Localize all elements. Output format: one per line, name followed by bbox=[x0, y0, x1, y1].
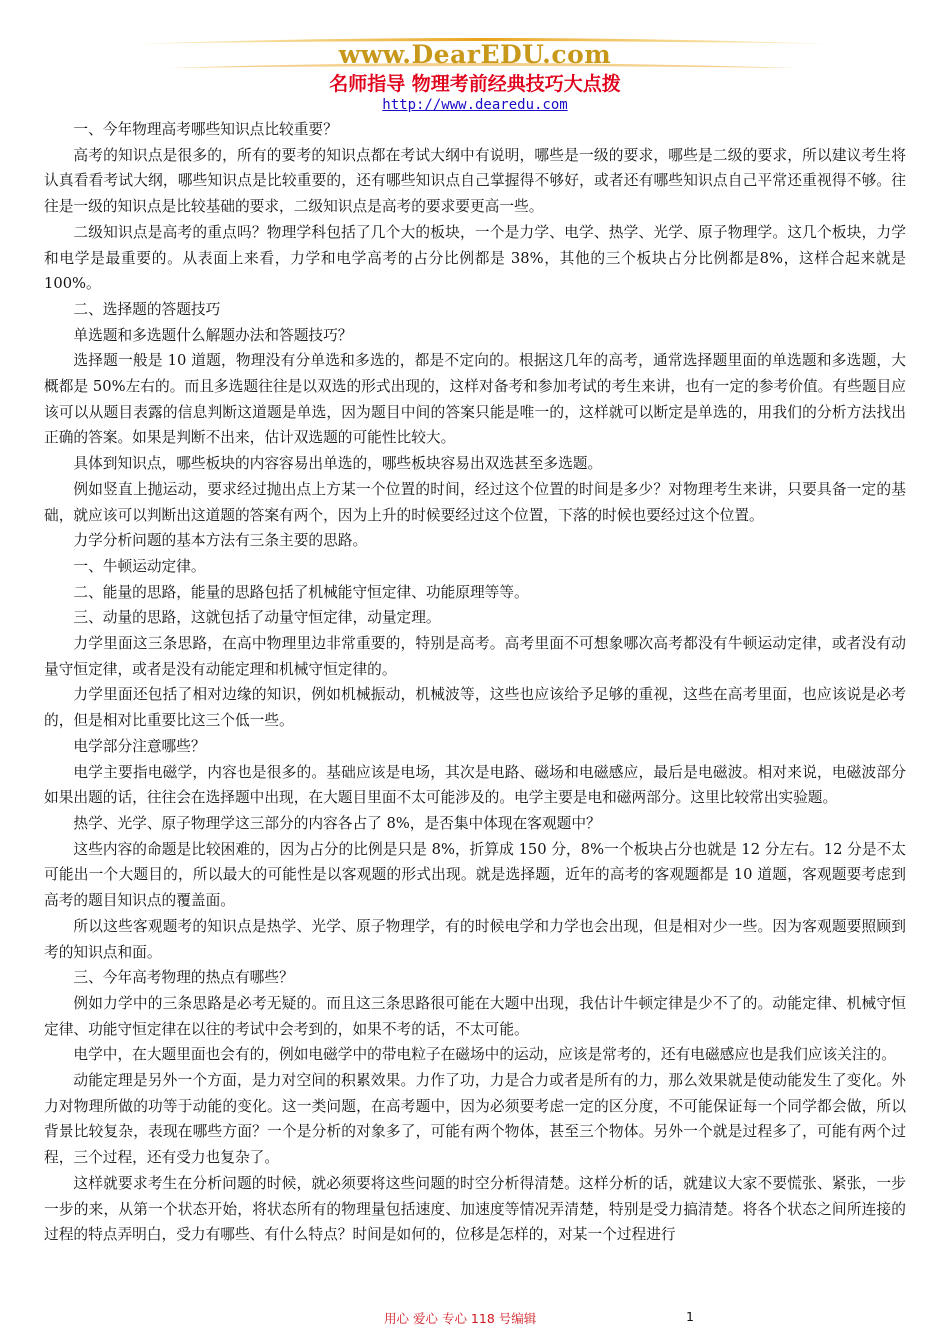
paragraph: 二、选择题的答题技巧 bbox=[73, 300, 221, 318]
site-logo-text: www.DearEDU.com bbox=[338, 40, 612, 69]
paragraph: 高考的知识点是很多的，所有的要考的知识点都在考试大纲中有说明，哪些是一级的要求，哪些是二级的要求，所以建议考生将认真看看考试大纲，哪些知识点是比较重要的，还有哪些知识点自己掌握得不够好，或者还有哪些知识点自己平常还重视得不够。往往是一级的知识点是比较基础的要求，二级知识点是高考的要求要更高一些。 bbox=[44, 146, 906, 216]
paragraph: 例如力学中的三条思路是必考无疑的。而且这三条思路很可能在大题中出现，我估计牛顿定律是少不了的。动能定律、机械守恒定律、功能守恒定律在以往的考试中会考到的，如果不考的话，不太可能。 bbox=[44, 994, 906, 1038]
article-body bbox=[44, 117, 906, 1248]
paragraph: 三、动量的思路，这就包括了动量守恒定律，动量定理。 bbox=[73, 609, 441, 627]
paragraph: 具体到知识点，哪些板块的内容容易出单选的，哪些板块容易出双选甚至多选题。 bbox=[73, 455, 603, 473]
paragraph: 力学分析问题的基本方法有三条主要的思路。 bbox=[73, 532, 368, 550]
paragraph: 一、今年物理高考哪些知识点比较重要？ bbox=[73, 121, 338, 138]
paragraph: 选择题一般是 10 道题，物理没有分单选和多选的，都是不定向的。根据这几年的高考，通常选择题里面的单选题和多选题，大概都是 50%左右的。而且多选题往往是以双选的形式出现的，这样对备考和参加考试的考生来讲，也有一定的参考价值。有些题目应该可以从题目表露的信息判断这道题是单选，因为题目中间的答案只能是唯一的，这样就可以断定是单选的，用我们的分析方法找出正确的答案。如果是判断不出来，估计双选题的可能性比较大。 bbox=[44, 352, 906, 447]
paragraph: 二级知识点是高考的重点吗？物理学科包括了几个大的板块，一个是力学、电学、热学、光学、原子物理学。这几个板块，力学和电学是最重要的。从表面上来看，力学和电学高考的占分比例都是 38%，其他的三个板块占分比例都是8%，这样合起来就是 100%。 bbox=[44, 223, 906, 293]
paragraph: 这样就要求考生在分析问题的时候，就必须要将这些问题的时空分析得清楚。这样分析的话，就建议大家不要慌张、紧张，一步一步的来，从第一个状态开始，将状态所有的物理量包括速度、加速度等情况弄清楚，特别是受力搞清楚。将各个状态之间所连接的过程的特点弄明白，受力有哪些、有什么特点？时间是如何的，位移是怎样的，对某一个过程进行 bbox=[44, 1174, 906, 1244]
paragraph: 三、今年高考物理的热点有哪些？ bbox=[73, 969, 294, 987]
paragraph: 动能定理是另外一个方面，是力对空间的积累效果。力作了功，力是合力或者是所有的力，那么效果就是使动能发生了变化。外力对物理所做的功等于动能的变化。这一类问题，在高考题中，因为必须要考虑一定的区分度，不可能保证每一个同学都会做，所以背景比较复杂，表现在哪些方面？一个是分析的对象多了，可能有两个物体，甚至三个物体。另外一个就是过程多了，可能有两个过程，三个过程，还有受力也复杂了。 bbox=[44, 1072, 906, 1167]
paragraph: 例如竖直上抛运动，要求经过抛出点上方某一个位置的时间，经过这个位置的时间是多少？对物理考生来讲，只要具备一定的基础，就应该可以判断出这道题的答案有两个，因为上升的时候要经过这个位置，下落的时候也要经过这个位置。 bbox=[44, 480, 906, 524]
paragraph: 所以这些客观题考的知识点是热学、光学、原子物理学，有的时候电学和力学也会出现，但是相对少一些。因为客观题要照顾到考的知识点和面。 bbox=[44, 917, 906, 961]
paragraph: 电学中，在大题里面也会有的，例如电磁学中的带电粒子在磁场中的运动，应该是常考的，还有电磁感应也是我们应该关注的。 bbox=[73, 1046, 896, 1064]
paragraph: 一、牛顿运动定律。 bbox=[73, 557, 206, 575]
document-title: 名师指导 物理考前经典技巧大点拨 bbox=[329, 73, 621, 95]
site-url-link[interactable]: http://www.dearedu.com bbox=[382, 97, 568, 113]
paragraph: 力学里面还包括了相对边缘的知识，例如机械振动，机械波等，这些也应该给予足够的重视，这些在高考里面，也应该说是必考的，但是相对比重要比这三个低一些。 bbox=[44, 686, 906, 730]
paragraph: 电学部分注意哪些？ bbox=[73, 737, 206, 755]
paragraph: 力学里面这三条思路，在高中物理里边非常重要的，特别是高考。高考里面不可想象哪次高考都没有牛顿运动定律，或者没有动量守恒定律，或者是没有动能定理和机械守恒定律的。 bbox=[44, 635, 906, 678]
paragraph: 电学主要指电磁学，内容也是很多的。基础应该是电场，其次是电路、磁场和电磁感应，最后是电磁波。相对来说，电磁波部分如果出题的话，往往会在选择题中出现，在大题目里面不太可能涉及的。电学主要是电和磁两部分。这里比较常出实验题。 bbox=[44, 763, 906, 807]
page-number: 1 bbox=[686, 1309, 694, 1324]
paragraph: 单选题和多选题什么解题办法和答题技巧？ bbox=[73, 326, 353, 344]
paragraph: 这些内容的命题是比较困难的，因为占分的比例是只是 8%，折算成 150 分，8%一个板块占分也就是 12 分左右。12 分是不太可能出一个大题目的，所以最大的可能性是以客观题的形式出现。就是选择题，近年的高考的客观题都是 10 道题，客观题要考虑到高考的题目知识点的覆盖面。 bbox=[44, 840, 906, 910]
paragraph: 二、能量的思路，能量的思路包括了机械能守恒定律、功能原理等等。 bbox=[73, 583, 529, 601]
footer-text: 用心 爱心 专心 118 号编辑 bbox=[384, 1311, 537, 1326]
paragraph: 热学、光学、原子物理学这三部分的内容各占了 8%，是否集中体现在客观题中？ bbox=[73, 814, 601, 832]
